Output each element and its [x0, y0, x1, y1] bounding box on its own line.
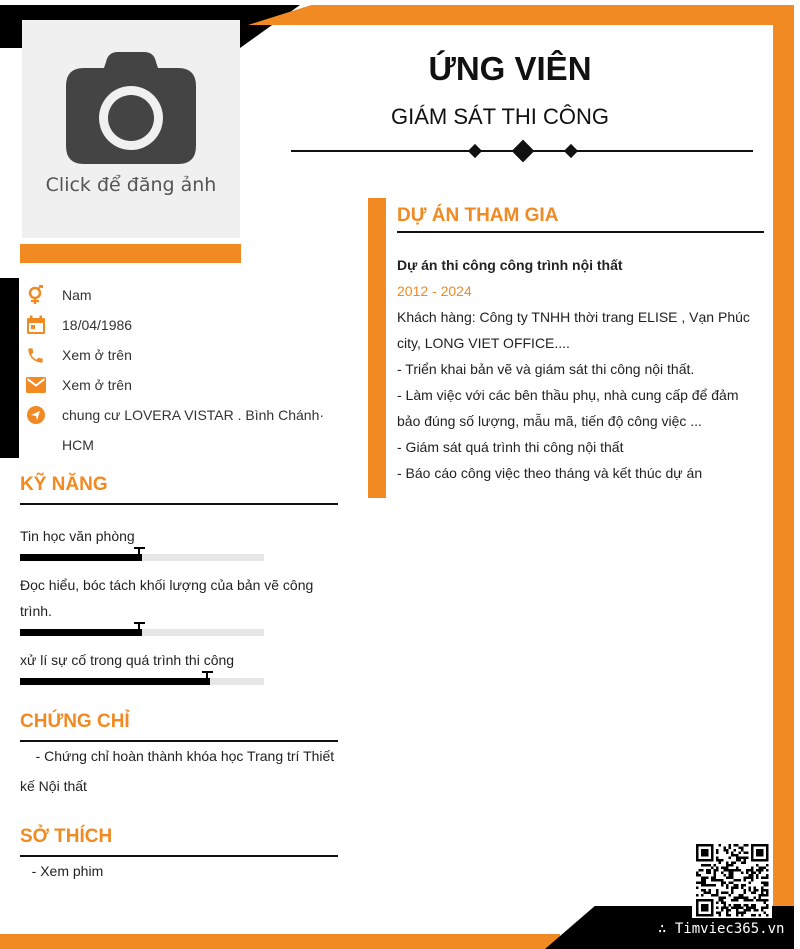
certificates-title: CHỨNG CHỈ: [20, 711, 130, 732]
skill-bar: [20, 554, 264, 561]
project-line: - Triển khai bản vẽ và giám sát thi công nội thất.: [397, 361, 695, 377]
contact-list: [24, 280, 324, 460]
project-line: - Làm việc với các bên thầu phụ, nhà cung cấp để đảm bảo đúng số lượng, mẫu mã, tiến độ công việc ...: [397, 387, 739, 429]
projects-title: DỰ ÁN THAM GIA: [397, 205, 559, 226]
contact-address: chung cư LOVERA VISTAR . Bình Chánh· HCM: [24, 400, 324, 460]
avatar-upload[interactable]: [22, 20, 240, 238]
hobbies-title: SỞ THÍCH: [20, 826, 113, 847]
skill-bar-fill: [20, 554, 142, 561]
contact-gender: Nam: [24, 280, 324, 310]
skill-bar-marker: [202, 671, 213, 685]
frame-decoration-left: [0, 278, 19, 458]
skill-name: Đọc hiểu, bóc tách khối lượng của bản vẽ công trình.: [20, 577, 314, 619]
candidate-name: ỨNG VIÊN: [428, 50, 592, 87]
calendar-icon: [24, 310, 62, 340]
project-line: Khách hàng: Công ty TNHH thời trang ELISE , Vạn Phúc city, LONG VIET OFFICE....: [397, 309, 750, 351]
projects-accent-bar: [368, 198, 386, 498]
divider-diamond: [512, 140, 535, 163]
frame-decoration-top-orange: [248, 5, 776, 25]
qr-code-icon: [692, 840, 772, 918]
location-icon: [24, 400, 62, 430]
hobby-item: - Xem phim: [20, 863, 104, 879]
skill-bar-fill: [20, 678, 210, 685]
footer-brand: ∴ Timviec365.vn: [658, 921, 785, 937]
project-line: - Giám sát quá trình thi công nội thất: [397, 439, 624, 455]
skill-name: xử lí sự cố trong quá trình thi công: [20, 652, 235, 668]
contact-phone: Xem ở trên: [24, 340, 324, 370]
project-date: 2012 - 2024: [397, 283, 472, 299]
contact-email: Xem ở trên: [24, 370, 324, 400]
skill-bar-marker: [134, 547, 145, 561]
divider-diamond: [564, 144, 578, 158]
phone-icon: [24, 340, 62, 370]
skill-bar: [20, 629, 264, 636]
photo-accent-bar: [20, 244, 241, 263]
frame-decoration-bottom-orange: [0, 934, 560, 949]
frame-decoration-right: [773, 5, 794, 949]
contact-birthday: 18/04/1986: [24, 310, 324, 340]
gender-icon: [24, 280, 62, 310]
frame-decoration-corner: [773, 0, 800, 5]
certificate-item: - Chứng chỉ hoàn thành khóa học Trang trí Thiết kế Nội thất: [20, 748, 339, 794]
project-entry: [397, 252, 753, 486]
project-line: - Báo cáo công việc theo tháng và kết thúc dự án: [397, 465, 703, 481]
skill-bar-fill: [20, 629, 142, 636]
skills-title: KỸ NĂNG: [20, 474, 108, 495]
skill-bar-marker: [134, 622, 145, 636]
skill-name: Tin học văn phòng: [20, 528, 135, 544]
photo-caption: Click để đăng ảnh: [45, 174, 217, 196]
project-title: Dự án thi công công trình nội thất: [397, 257, 623, 273]
divider-diamond: [468, 144, 482, 158]
camera-icon: [66, 52, 196, 164]
skill-bar: [20, 678, 264, 685]
skills-divider: [20, 503, 338, 505]
candidate-position: GIÁM SÁT THI CÔNG: [391, 104, 609, 129]
qr-code: [692, 840, 772, 918]
email-icon: [24, 370, 62, 400]
projects-divider: [397, 231, 764, 233]
